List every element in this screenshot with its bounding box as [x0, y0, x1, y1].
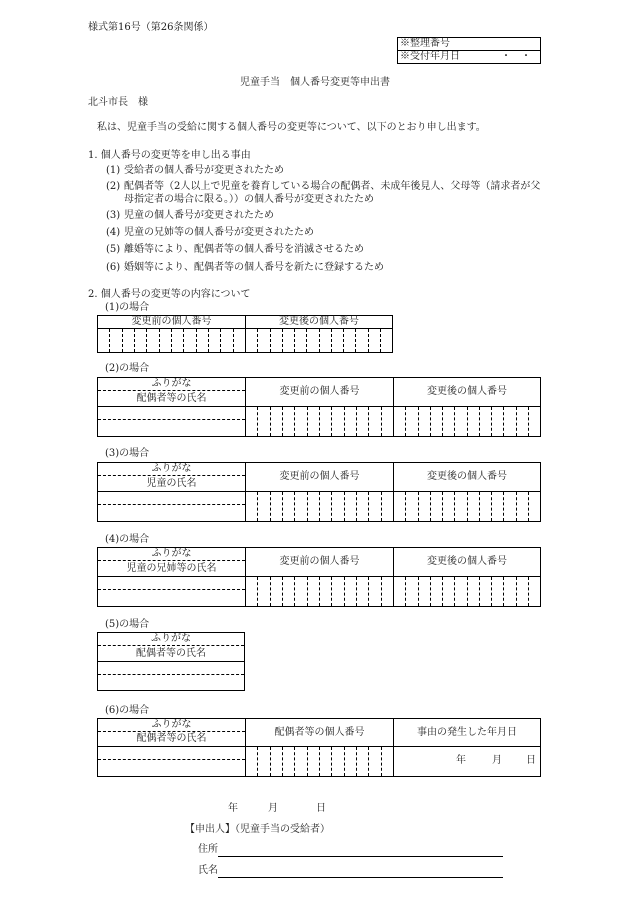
- digit-cell[interactable]: [332, 329, 344, 352]
- digit-cell[interactable]: [209, 329, 221, 352]
- case4-label: (4)の場合: [105, 534, 150, 545]
- digit-cell[interactable]: [504, 407, 516, 436]
- digit-cell[interactable]: [345, 407, 357, 436]
- event-date-input[interactable]: [394, 747, 540, 776]
- digit-cell[interactable]: [320, 492, 332, 521]
- event-date-day-label: 日: [526, 755, 536, 766]
- before-number-header: 変更前の個人番号: [246, 378, 393, 407]
- digit-cell[interactable]: [468, 492, 480, 521]
- digit-cell[interactable]: [492, 492, 504, 521]
- after-number-header: 変更後の個人番号: [394, 548, 540, 577]
- after-number-digits: [394, 492, 540, 521]
- furigana-input[interactable]: [98, 747, 245, 760]
- reason-text: 配偶者等（2人以上で児童を養育している場合の配偶者、未成年後見人、父母等（請求者が父: [124, 181, 541, 192]
- furigana-input[interactable]: [98, 407, 245, 420]
- section2-heading: 2. 個人番号の変更等の内容について: [88, 289, 251, 300]
- applicant-label: 【申出人】（児童手当の受給者）: [185, 824, 330, 835]
- digit-cell[interactable]: [468, 577, 480, 606]
- digit-cell[interactable]: [110, 329, 122, 352]
- case5-label: (5)の場合: [105, 619, 150, 630]
- intro-statement: 私は、児童手当の受給に関する個人番号の変更等について、以下のとおり申し出ます。: [97, 122, 486, 133]
- case3-label: (3)の場合: [105, 448, 150, 459]
- digit-cell[interactable]: [529, 577, 540, 606]
- name-column: [98, 548, 245, 606]
- digit-cell[interactable]: [431, 492, 443, 521]
- submission-day-label: 日: [316, 803, 326, 814]
- digit-cell[interactable]: [221, 329, 233, 352]
- digit-cell[interactable]: [258, 747, 270, 776]
- reason-text: 受給者の個人番号が変更されたため: [124, 165, 284, 176]
- after-number-column: [245, 316, 392, 352]
- digit-cell[interactable]: [382, 747, 393, 776]
- after-number-column: [393, 548, 540, 606]
- addressee: 北斗市長 様: [88, 97, 148, 108]
- digit-cell[interactable]: [295, 492, 307, 521]
- after-number-header: 変更後の個人番号: [394, 378, 540, 407]
- digit-cell[interactable]: [283, 329, 295, 352]
- before-number-digits: [246, 407, 393, 436]
- name-input[interactable]: [98, 675, 244, 690]
- digit-cell[interactable]: [381, 329, 392, 352]
- digit-cell[interactable]: [357, 407, 369, 436]
- furigana-input[interactable]: [98, 492, 245, 505]
- reason-text: 婚姻等により、配偶者等の個人番号を新たに登録するため: [124, 262, 384, 273]
- digit-cell[interactable]: [283, 577, 295, 606]
- digit-cell[interactable]: [271, 747, 283, 776]
- digit-cell[interactable]: [517, 407, 529, 436]
- digit-cell[interactable]: [369, 747, 381, 776]
- name-header: 配偶者等の氏名: [98, 732, 245, 747]
- case3-table: [97, 462, 541, 522]
- reference-number-label: ※整理番号: [400, 38, 450, 49]
- reason-text: 離婚等により、配偶者等の個人番号を消滅させるため: [124, 244, 364, 255]
- form-title: 児童手当 個人番号変更等申出書: [240, 77, 390, 88]
- spouse-number-header: 配偶者等の個人番号: [246, 719, 393, 747]
- digit-cell[interactable]: [431, 577, 443, 606]
- before-number-digits: [246, 577, 393, 606]
- digit-cell[interactable]: [295, 407, 307, 436]
- digit-cell[interactable]: [492, 407, 504, 436]
- before-number-column: [98, 316, 245, 352]
- digit-cell[interactable]: [394, 407, 406, 436]
- reason-number: (6): [106, 262, 121, 273]
- before-number-header: 変更前の個人番号: [246, 463, 393, 492]
- digit-cell[interactable]: [419, 407, 431, 436]
- digit-cell[interactable]: [332, 577, 344, 606]
- reason-text: 児童の兄姉等の個人番号が変更されたため: [124, 227, 314, 238]
- furigana-header: ふりがな: [98, 378, 245, 391]
- digit-cell[interactable]: [517, 492, 529, 521]
- digit-cell[interactable]: [320, 577, 332, 606]
- event-date-year-label: 年: [456, 755, 466, 766]
- received-date-dot: ・: [521, 51, 531, 62]
- case4-table: [97, 547, 541, 607]
- digit-cell[interactable]: [369, 329, 381, 352]
- digit-cell[interactable]: [357, 492, 369, 521]
- before-number-digits: [98, 329, 245, 352]
- digit-cell[interactable]: [357, 577, 369, 606]
- digit-cell[interactable]: [258, 492, 270, 521]
- digit-cell[interactable]: [357, 747, 369, 776]
- digit-cell[interactable]: [147, 329, 159, 352]
- received-date-label: ※受付年月日: [400, 51, 460, 62]
- furigana-header: ふりがな: [98, 633, 244, 646]
- digit-cell[interactable]: [283, 407, 295, 436]
- digit-cell[interactable]: [320, 747, 332, 776]
- digit-cell[interactable]: [529, 492, 540, 521]
- case6-table: [97, 718, 541, 777]
- digit-cell[interactable]: [295, 329, 307, 352]
- digit-cell[interactable]: [394, 492, 406, 521]
- digit-cell[interactable]: [369, 492, 381, 521]
- digit-cell[interactable]: [480, 492, 492, 521]
- digit-cell[interactable]: [308, 577, 320, 606]
- digit-cell[interactable]: [332, 747, 344, 776]
- before-number-column: [245, 548, 393, 606]
- name-header: 配偶者等の氏名: [98, 646, 244, 662]
- digit-cell[interactable]: [258, 577, 270, 606]
- before-number-column: [245, 378, 393, 436]
- digit-cell[interactable]: [271, 492, 283, 521]
- digit-cell[interactable]: [345, 577, 357, 606]
- digit-cell[interactable]: [406, 577, 418, 606]
- digit-cell[interactable]: [295, 747, 307, 776]
- digit-cell[interactable]: [480, 577, 492, 606]
- name-header: 児童の氏名: [98, 476, 245, 492]
- digit-cell[interactable]: [246, 407, 258, 436]
- digit-cell[interactable]: [320, 407, 332, 436]
- digit-cell[interactable]: [123, 329, 135, 352]
- event-date-header: 事由の発生した年月日: [394, 719, 540, 747]
- name-input[interactable]: [98, 760, 245, 776]
- form-number: 様式第16号（第26条関係）: [88, 22, 214, 33]
- name-column: [98, 463, 245, 521]
- name-header: 児童の兄姉等の氏名: [98, 561, 245, 577]
- digit-cell[interactable]: [98, 329, 110, 352]
- applicant-name-line[interactable]: [218, 877, 503, 878]
- after-number-column: [393, 378, 540, 436]
- office-use-box: [397, 37, 541, 64]
- after-number-digits: [246, 329, 392, 352]
- furigana-input[interactable]: [98, 577, 245, 590]
- received-date-dot: ・: [501, 51, 511, 62]
- digit-cell[interactable]: [480, 407, 492, 436]
- digit-cell[interactable]: [344, 329, 356, 352]
- before-number-header: 変更前の個人番号: [246, 548, 393, 577]
- digit-cell[interactable]: [356, 329, 368, 352]
- digit-cell[interactable]: [517, 577, 529, 606]
- digit-cell[interactable]: [308, 747, 320, 776]
- case1-label: (1)の場合: [105, 302, 150, 313]
- digit-cell[interactable]: [406, 492, 418, 521]
- digit-cell[interactable]: [345, 492, 357, 521]
- reason-number: (2): [106, 181, 121, 192]
- digit-cell[interactable]: [246, 329, 258, 352]
- name-input[interactable]: [98, 420, 245, 436]
- reference-number-row: [398, 38, 540, 51]
- digit-cell[interactable]: [419, 492, 431, 521]
- digit-cell[interactable]: [332, 407, 344, 436]
- reason-text: 児童の個人番号が変更されたため: [124, 210, 274, 221]
- furigana-header: ふりがな: [98, 548, 245, 561]
- digit-cell[interactable]: [443, 492, 455, 521]
- submission-year-label: 年: [228, 803, 238, 814]
- before-number-column: [245, 463, 393, 521]
- digit-cell[interactable]: [504, 492, 516, 521]
- name-column: [98, 719, 245, 776]
- digit-cell[interactable]: [468, 407, 480, 436]
- digit-cell[interactable]: [184, 329, 196, 352]
- name-input[interactable]: [98, 590, 245, 606]
- digit-cell[interactable]: [172, 329, 184, 352]
- digit-cell[interactable]: [258, 329, 270, 352]
- received-date-row: [398, 51, 540, 63]
- digit-cell[interactable]: [197, 329, 209, 352]
- digit-cell[interactable]: [271, 577, 283, 606]
- after-number-column: [393, 463, 540, 521]
- event-date-month-label: 月: [492, 755, 502, 766]
- address-line[interactable]: [218, 856, 503, 857]
- digit-cell[interactable]: [345, 747, 357, 776]
- reason-text-continued: 母指定者の場合に限る。））の個人番号が変更されたため: [124, 194, 374, 205]
- name-column: [98, 378, 245, 436]
- case2-table: [97, 377, 541, 437]
- name-column: [98, 633, 244, 690]
- case1-table: [97, 315, 393, 353]
- digit-cell[interactable]: [369, 577, 381, 606]
- digit-cell[interactable]: [320, 329, 332, 352]
- submission-month-label: 月: [268, 803, 278, 814]
- furigana-input[interactable]: [98, 662, 244, 675]
- before-number-digits: [246, 492, 393, 521]
- digit-cell[interactable]: [369, 407, 381, 436]
- spouse-number-column: [245, 719, 393, 776]
- reason-number: (3): [106, 210, 121, 221]
- digit-cell[interactable]: [246, 492, 258, 521]
- digit-cell[interactable]: [307, 329, 319, 352]
- spouse-number-digits: [246, 747, 393, 776]
- reason-number: (4): [106, 227, 121, 238]
- digit-cell[interactable]: [283, 492, 295, 521]
- digit-cell[interactable]: [394, 577, 406, 606]
- digit-cell[interactable]: [382, 577, 393, 606]
- digit-cell[interactable]: [295, 577, 307, 606]
- digit-cell[interactable]: [332, 492, 344, 521]
- digit-cell[interactable]: [529, 407, 540, 436]
- after-number-header: 変更後の個人番号: [394, 463, 540, 492]
- digit-cell[interactable]: [271, 407, 283, 436]
- after-number-digits: [394, 577, 540, 606]
- furigana-header: ふりがな: [98, 719, 245, 732]
- digit-cell[interactable]: [258, 407, 270, 436]
- digit-cell[interactable]: [406, 407, 418, 436]
- name-input[interactable]: [98, 505, 245, 521]
- case6-label: (6)の場合: [105, 705, 150, 716]
- digit-cell[interactable]: [455, 577, 467, 606]
- after-number-digits: [394, 407, 540, 436]
- before-number-header: 変更前の個人番号: [98, 316, 245, 329]
- digit-cell[interactable]: [382, 492, 393, 521]
- case5-table: [97, 632, 245, 691]
- digit-cell[interactable]: [443, 407, 455, 436]
- furigana-header: ふりがな: [98, 463, 245, 476]
- digit-cell[interactable]: [308, 407, 320, 436]
- address-label: 住所: [198, 844, 218, 855]
- reason-number: (5): [106, 244, 121, 255]
- digit-cell[interactable]: [246, 577, 258, 606]
- applicant-name-label: 氏名: [198, 865, 218, 876]
- digit-cell[interactable]: [431, 407, 443, 436]
- digit-cell[interactable]: [492, 577, 504, 606]
- name-header: 配偶者等の氏名: [98, 391, 245, 407]
- digit-cell[interactable]: [455, 492, 467, 521]
- reason-number: (1): [106, 165, 121, 176]
- event-date-column: [393, 719, 540, 776]
- digit-cell[interactable]: [234, 329, 245, 352]
- digit-cell[interactable]: [160, 329, 172, 352]
- digit-cell[interactable]: [443, 577, 455, 606]
- digit-cell[interactable]: [504, 577, 516, 606]
- digit-cell[interactable]: [271, 329, 283, 352]
- digit-cell[interactable]: [283, 747, 295, 776]
- after-number-header: 変更後の個人番号: [246, 316, 392, 329]
- case2-label: (2)の場合: [105, 363, 150, 374]
- digit-cell[interactable]: [308, 492, 320, 521]
- digit-cell[interactable]: [455, 407, 467, 436]
- digit-cell[interactable]: [419, 577, 431, 606]
- digit-cell[interactable]: [246, 747, 258, 776]
- digit-cell[interactable]: [382, 407, 393, 436]
- digit-cell[interactable]: [135, 329, 147, 352]
- section1-heading: 1. 個人番号の変更等を申し出る事由: [88, 150, 251, 161]
